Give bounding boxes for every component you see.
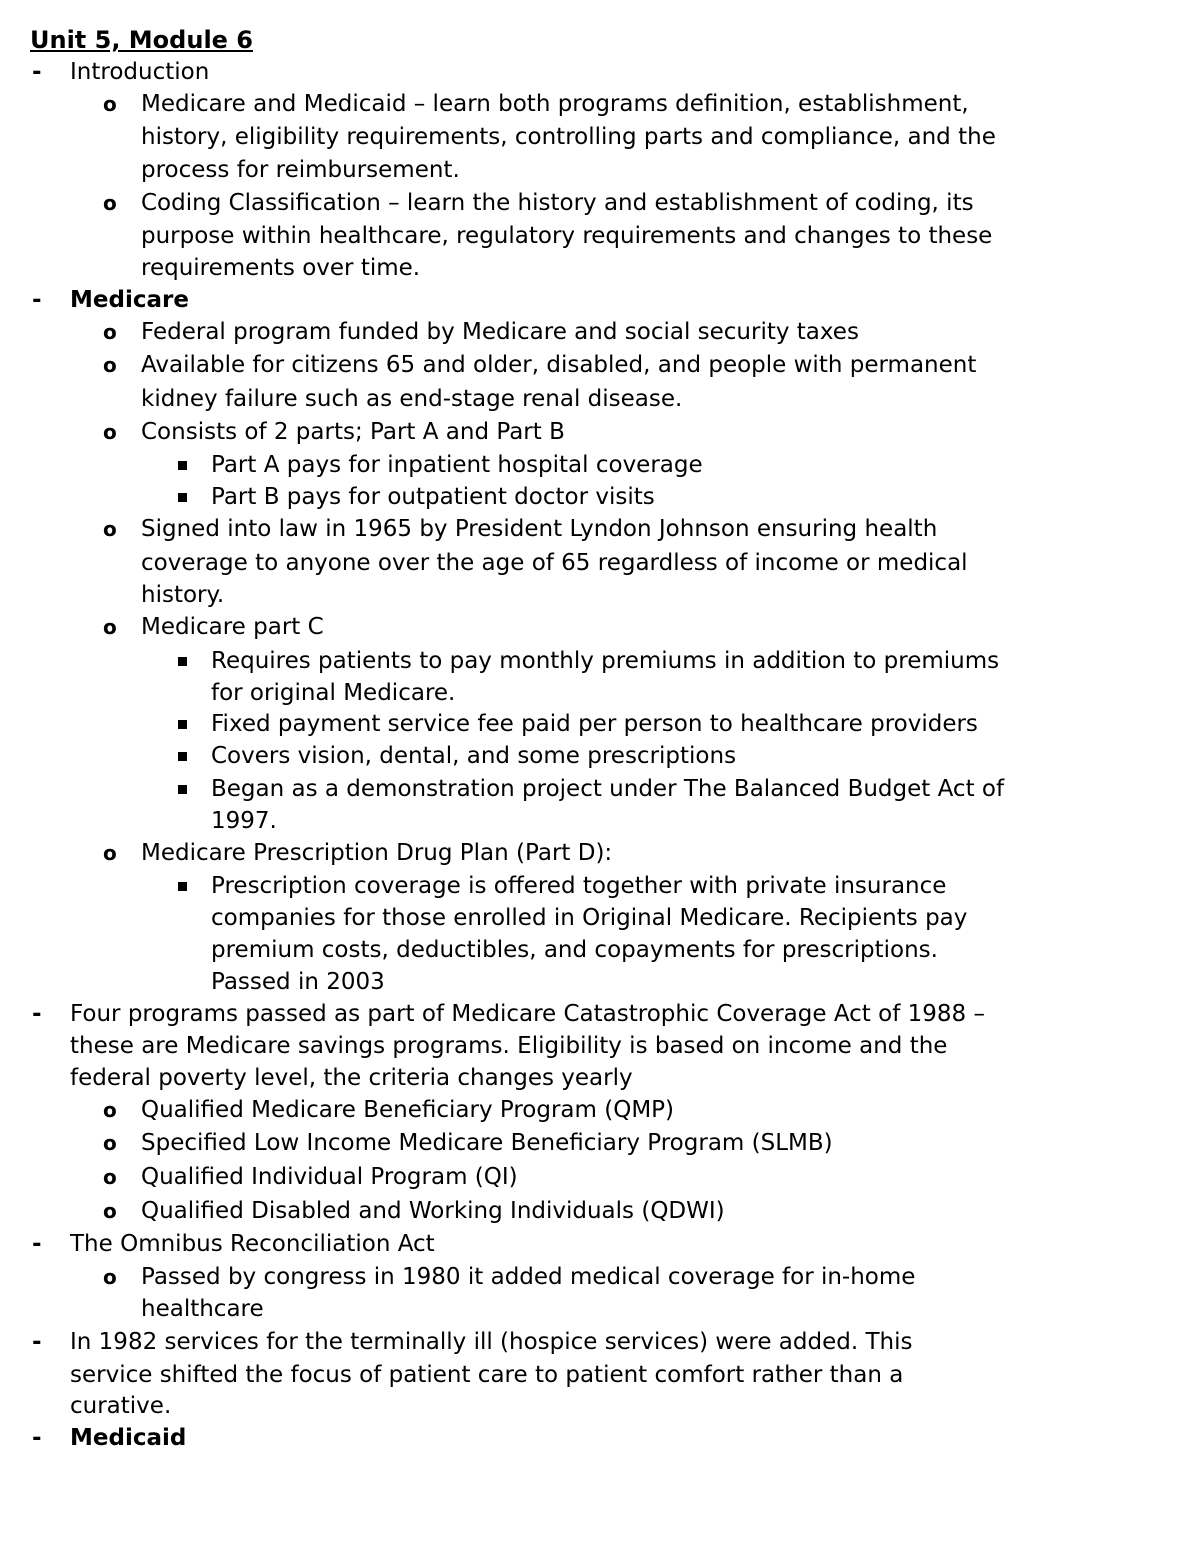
list-item: Four programs passed as part of Medicare Catastrophic Coverage Act of 1988 – [70,1001,985,1027]
circle-bullet: o [103,1199,117,1223]
list-item: Medicare and Medicaid – learn both programs definition, establishment, [141,91,969,117]
circle-bullet: o [103,615,117,639]
list-item-cont: service shifted the focus of patient care to patient comfort rather than a [70,1362,904,1388]
list-item: Introduction [70,59,210,85]
list-item: Signed into law in 1965 by President Lyndon Johnson ensuring health [141,516,938,542]
list-item-cont: history, eligibility requirements, controlling parts and compliance, and the [141,124,996,150]
list-item-cont: Passed in 2003 [211,969,385,995]
square-bullet [178,752,187,761]
list-item: Available for citizens 65 and older, disabled, and people with permanent [141,352,977,378]
list-item: Medicare part C [141,614,324,640]
circle-bullet: o [103,517,117,541]
list-item: Part A pays for inpatient hospital coverage [211,452,703,478]
square-bullet [178,720,187,729]
circle-bullet: o [103,1165,117,1189]
circle-bullet: o [103,92,117,116]
list-item-cont: companies for those enrolled in Original Medicare. Recipients pay [211,905,968,931]
circle-bullet: o [103,420,117,444]
list-item: Part B pays for outpatient doctor visits [211,484,655,510]
list-item-cont: requirements over time. [141,255,421,281]
circle-bullet: o [103,191,117,215]
list-item-cont: for original Medicare. [211,680,456,706]
dash-bullet: - [32,1231,42,1257]
list-item-cont: process for reimbursement. [141,157,460,183]
list-item: In 1982 services for the terminally ill (hospice services) were added. This [70,1329,913,1355]
section-heading-medicare: Medicare [70,287,189,313]
section-heading-medicaid: Medicaid [70,1425,187,1451]
list-item-cont: curative. [70,1393,172,1419]
square-bullet [178,785,187,794]
square-bullet [178,657,187,666]
list-item-cont: premium costs, deductibles, and copayments for prescriptions. [211,937,938,963]
square-bullet [178,461,187,470]
list-item-cont: federal poverty level, the criteria changes yearly [70,1065,633,1091]
dash-bullet: - [32,59,42,85]
list-item: Fixed payment service fee paid per person to healthcare providers [211,711,978,737]
list-item-cont: purpose within healthcare, regulatory requirements and changes to these [141,223,993,249]
list-item: Coding Classification – learn the history and establishment of coding, its [141,190,974,216]
list-item-cont: 1997. [211,808,277,834]
list-item-cont: kidney failure such as end-stage renal disease. [141,386,683,412]
circle-bullet: o [103,320,117,344]
list-item: Federal program funded by Medicare and social security taxes [141,319,859,345]
list-item-cont: history. [141,582,225,608]
list-item: Passed by congress in 1980 it added medical coverage for in-home [141,1264,916,1290]
dash-bullet: - [32,1425,42,1451]
circle-bullet: o [103,841,117,865]
list-item: Covers vision, dental, and some prescriptions [211,743,737,769]
circle-bullet: o [103,1131,117,1155]
list-item: Prescription coverage is offered together with private insurance [211,873,947,899]
dash-bullet: - [32,1329,42,1355]
document-title: Unit 5, Module 6 [30,26,253,54]
list-item: The Omnibus Reconciliation Act [70,1231,435,1257]
list-item: Specified Low Income Medicare Beneficiary Program (SLMB) [141,1130,833,1156]
circle-bullet: o [103,353,117,377]
dash-bullet: - [32,1001,42,1027]
list-item: Began as a demonstration project under The Balanced Budget Act of [211,776,1005,802]
circle-bullet: o [103,1265,117,1289]
list-item: Qualified Disabled and Working Individuals (QDWI) [141,1198,725,1224]
list-item: Qualified Medicare Beneficiary Program (QMP) [141,1097,675,1123]
dash-bullet: - [32,287,42,313]
list-item-cont: coverage to anyone over the age of 65 regardless of income or medical [141,550,968,576]
circle-bullet: o [103,1098,117,1122]
list-item: Qualified Individual Program (QI) [141,1164,518,1190]
list-item: Medicare Prescription Drug Plan (Part D): [141,840,613,866]
list-item: Requires patients to pay monthly premiums in addition to premiums [211,648,1000,674]
list-item-cont: these are Medicare savings programs. Eligibility is based on income and the [70,1033,948,1059]
list-item: Consists of 2 parts; Part A and Part B [141,419,565,445]
square-bullet [178,882,187,891]
list-item-cont: healthcare [141,1296,264,1322]
square-bullet [178,493,187,502]
